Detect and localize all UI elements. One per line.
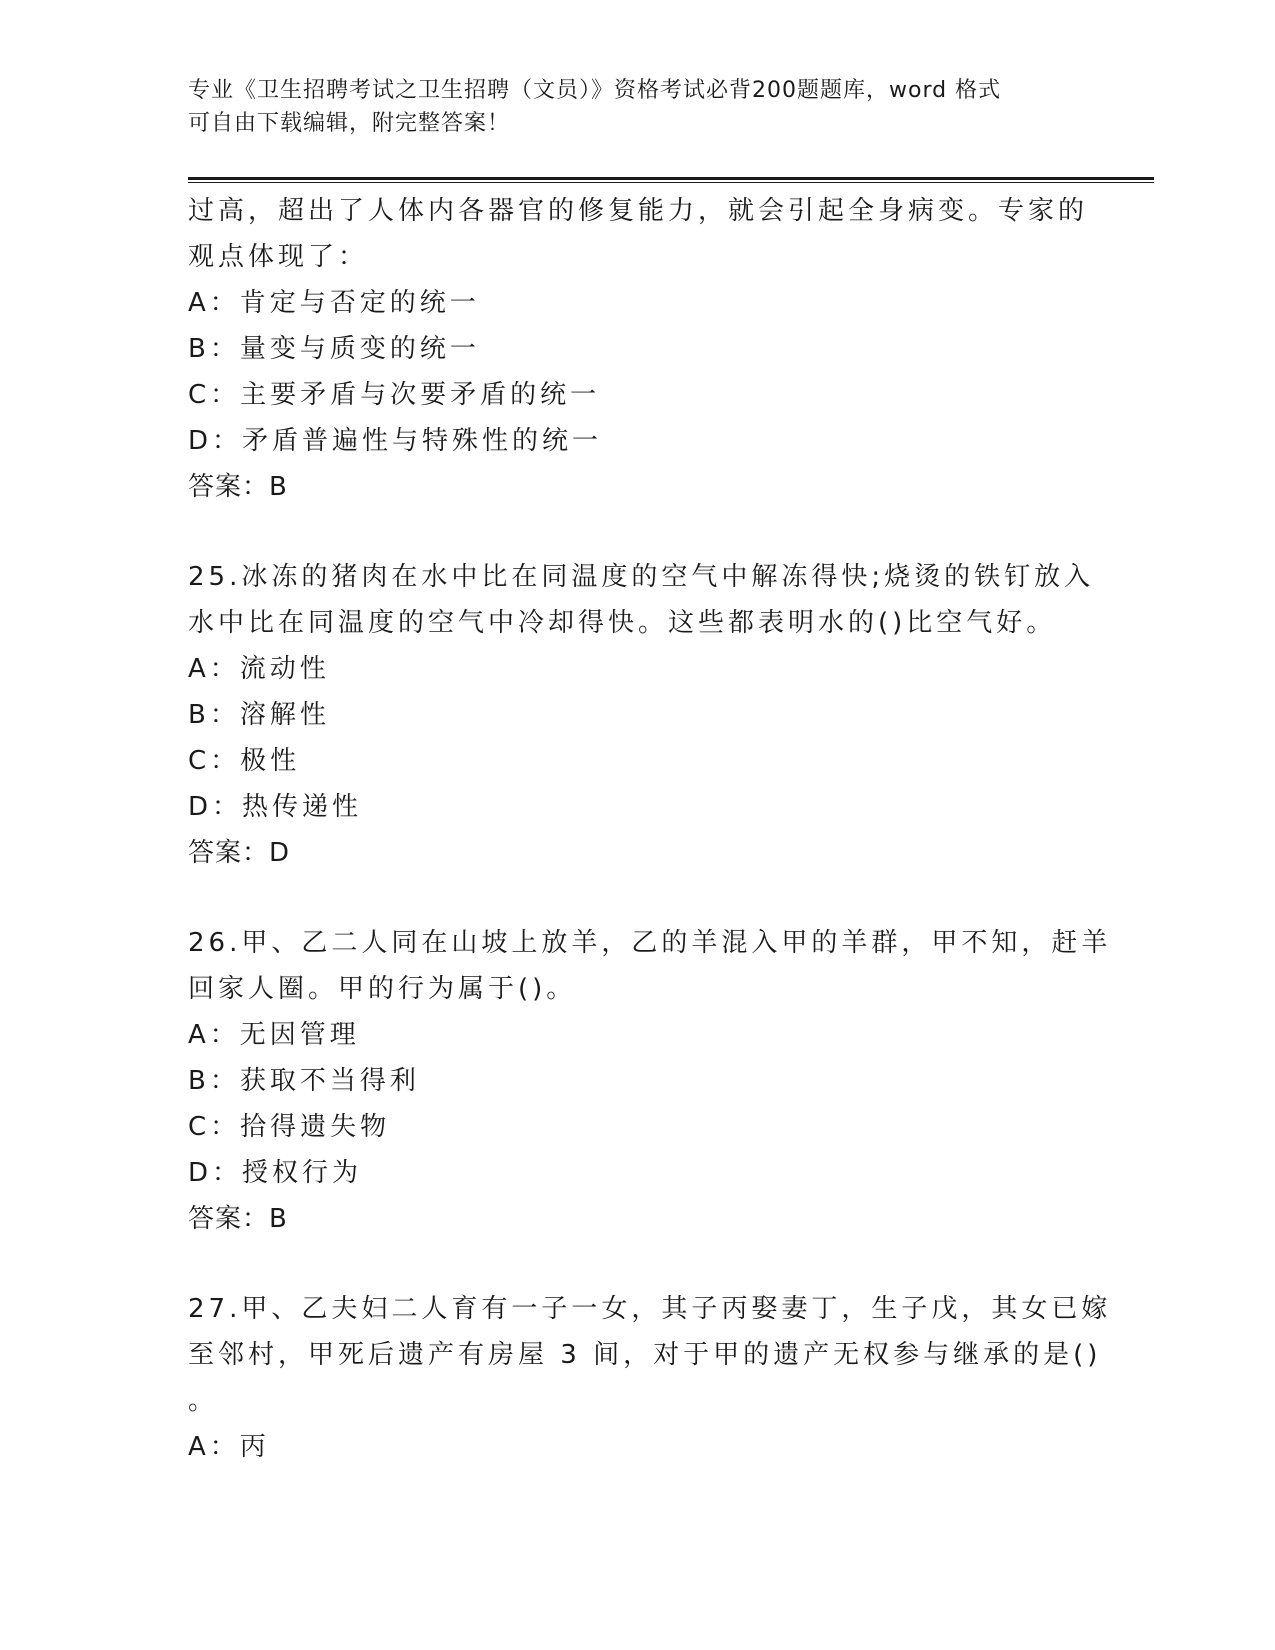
question-text-line: 26.甲、乙二人同在山坡上放羊，乙的羊混入甲的羊群，甲不知，赶羊 xyxy=(188,928,1112,958)
option-b: B：溶解性 xyxy=(188,700,330,730)
option-d: D：授权行为 xyxy=(188,1158,363,1188)
question-text-line: 25.冰冻的猪肉在水中比在同温度的空气中解冻得快;烧烫的铁钉放入 xyxy=(188,562,1095,592)
question-text-line: 。 xyxy=(188,1386,219,1416)
question-27 xyxy=(188,1286,1112,1470)
option-c: C：主要矛盾与次要矛盾的统一 xyxy=(188,380,601,410)
question-24-continued xyxy=(188,188,1088,510)
spacer xyxy=(188,1242,1088,1286)
header-line-2: 可自由下载编辑，附完整答案！ xyxy=(188,111,511,136)
option-a: A：流动性 xyxy=(188,654,330,684)
document-header xyxy=(188,74,1068,140)
option-b: B：获取不当得利 xyxy=(188,1066,420,1096)
option-d: D：矛盾普遍性与特殊性的统一 xyxy=(188,426,603,456)
question-text-line: 观点体现了： xyxy=(188,242,369,272)
header-line-1: 专业《卫生招聘考试之卫生招聘（文员）》资格考试必背200题题库，word 格式 xyxy=(188,78,1002,103)
option-d: D：热传递性 xyxy=(188,792,363,822)
question-text-line: 27.甲、乙夫妇二人育有一子一女，其子丙娶妻丁，生子戊，其女已嫁 xyxy=(188,1294,1112,1324)
answer-line: 答案：D xyxy=(188,838,291,868)
question-text-line: 过高，超出了人体内各器官的修复能力，就会引起全身病变。专家的 xyxy=(188,196,1089,226)
answer-line: 答案：B xyxy=(188,472,288,502)
option-c: C：极性 xyxy=(188,746,301,776)
question-text-line: 水中比在同温度的空气中冷却得快。这些都表明水的()比空气好。 xyxy=(188,608,1057,638)
option-a: A：肯定与否定的统一 xyxy=(188,288,480,318)
spacer xyxy=(188,510,1088,554)
option-b: B：量变与质变的统一 xyxy=(188,334,480,364)
header-divider-thin xyxy=(188,182,1154,183)
option-a: A：无因管理 xyxy=(188,1020,360,1050)
option-c: C：拾得遗失物 xyxy=(188,1112,391,1142)
header-divider-thick xyxy=(188,177,1154,180)
question-text-line: 至邻村，甲死后遗产有房屋 3 间，对于甲的遗产无权参与继承的是() xyxy=(188,1340,1102,1370)
question-content xyxy=(188,188,1112,1470)
option-a: A：丙 xyxy=(188,1432,270,1462)
spacer xyxy=(188,876,1088,920)
question-text-line: 回家人圈。甲的行为属于()。 xyxy=(188,974,577,1004)
question-25 xyxy=(188,554,1095,876)
answer-line: 答案：B xyxy=(188,1204,288,1234)
question-26 xyxy=(188,920,1112,1242)
